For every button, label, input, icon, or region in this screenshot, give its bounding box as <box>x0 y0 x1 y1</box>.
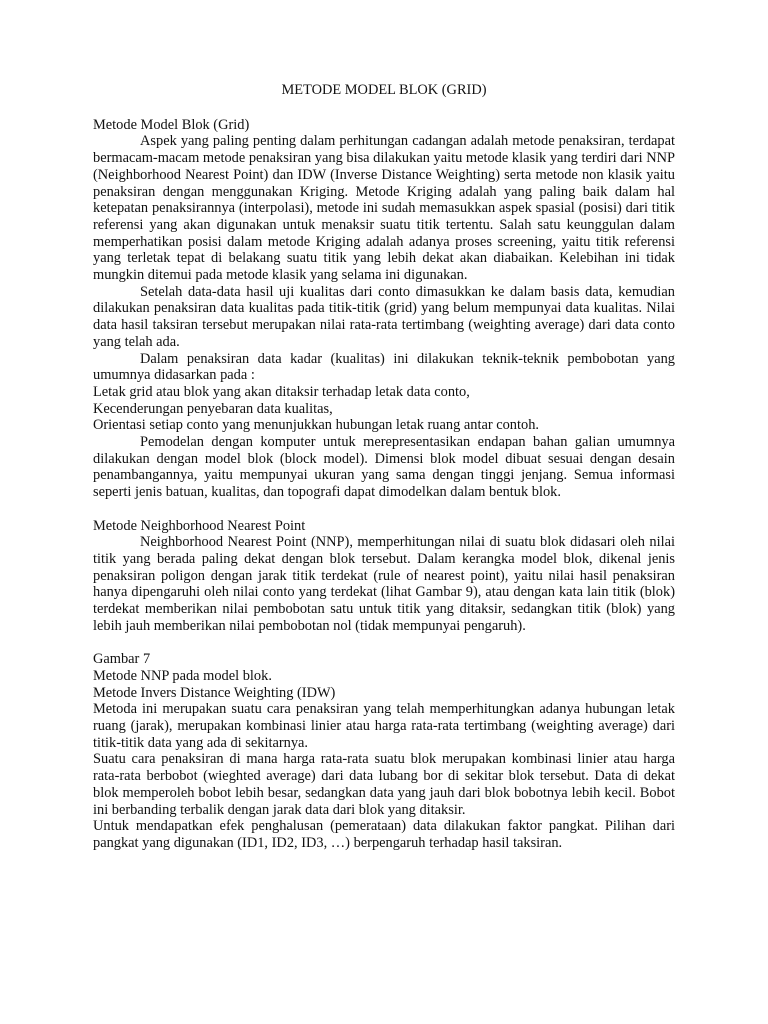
list-item: Letak grid atau blok yang akan ditaksir terhadap letak data conto, <box>93 383 470 400</box>
paragraph: Pemodelan dengan komputer untuk merepresentasikan endapan bahan galian umumnya dilakukan dengan model blok (block model). Dimensi blok model dibuat sesuai dengan desain penambangannya, yaitu mempunyai ukuran yang sama dengan tinggi jenjang. Semua informasi seperti jenis batuan, kualitas, dan topografi dapat dimodelkan dalam bentuk blok. <box>93 434 675 501</box>
paragraph: Setelah data-data hasil uji kualitas dari conto dimasukkan ke dalam basis data, kemudian dilakukan penaksiran data kualitas pada titik-titik (grid) yang belum mempunyai data kualitas. Nilai data hasil taksiran tersebut merupakan nilai rata-rata tertimbang (weighting average) dari data conto yang telah ada. <box>93 283 675 350</box>
figure-label: Gambar 7 <box>93 651 151 668</box>
figure-caption: Metode NNP pada model blok. <box>93 667 272 684</box>
paragraph: Aspek yang paling penting dalam perhitungan cadangan adalah metode penaksiran, terdapat bermacam-macam metode penaksiran yang bisa dilakukan yaitu metode klasik yang terdiri dari NNP (Neighborhood Nearest Point) dan IDW (Inverse Distance Weighting) serta metode non klasik yaitu penaksiran dengan menggunakan Kriging. Metode Kriging adalah yang paling baik dalam hal ketepatan penaksirannya (interpolasi), metode ini sudah memasukkan aspek spasial (posisi) dari titik referensi yang akan digunakan untuk menaksir suatu titik tertentu. Salah satu keunggulan dalam memperhatikan posisi dalam metode Kriging adalah adanya proses screening, yaitu titik referensi yang terletak tepat di belakang suatu titik yang lebih dekat akan diabaikan. Kelebihan ini tidak mungkin ditemui pada metode klasik yang selama ini digunakan. <box>93 133 675 284</box>
paragraph: Metoda ini merupakan suatu cara penaksiran yang telah memperhitungkan adanya hubungan letak ruang (jarak), merupakan kombinasi linier atau harga rata-rata tertimbang (weighting average) dari titik-titik data yang ada di sekitarnya. <box>93 701 675 751</box>
spacer <box>93 501 675 518</box>
list-item: Orientasi setiap conto yang menunjukkan hubungan letak ruang antar contoh. <box>93 417 539 434</box>
list-item: Kecenderungan penyebaran data kualitas, <box>93 400 333 417</box>
section-heading-idw: Metode Invers Distance Weighting (IDW) <box>93 684 336 701</box>
paragraph: Neighborhood Nearest Point (NNP), memperhitungan nilai di suatu blok didasari oleh nilai titik yang berada paling dekat dengan blok tersebut. Dalam kerangka model blok, dikenal jenis penaksiran poligon dengan jarak titik terdekat (rule of nearest point), yaitu nilai hasil penaksiran hanya dipengaruhi oleh nilai conto yang terdekat (lihat Gambar 9), atau dengan kata lain titik (blok) terdekat memberikan nilai pembobotan satu untuk titik yang ditaksir, sedangkan titik (blok) yang lebih jauh memberikan nilai pembobotan nol (tidak mempunyai pengaruh). <box>93 534 675 634</box>
spacer <box>93 634 675 651</box>
page-title: METODE MODEL BLOK (GRID) <box>281 82 487 98</box>
section-heading-model-blok: Metode Model Blok (Grid) <box>93 116 250 133</box>
paragraph: Untuk mendapatkan efek penghalusan (pemerataan) data dilakukan faktor pangkat. Pilihan dari pangkat yang digunakan (ID1, ID2, ID3, …) berpengaruh terhadap hasil taksiran. <box>93 818 675 851</box>
paragraph: Suatu cara penaksiran di mana harga rata-rata suatu blok merupakan kombinasi linier atau harga rata-rata berbobot (wieghted average) dari data lubang bor di sekitar blok tersebut. Data di dekat blok memperoleh bobot lebih besar, sedangkan data yang jauh dari blok bobotnya lebih kecil. Bobot ini berbanding terbalik dengan jarak data dari blok yang ditaksir. <box>93 751 675 818</box>
section-heading-nnp: Metode Neighborhood Nearest Point <box>93 517 306 534</box>
paragraph: Dalam penaksiran data kadar (kualitas) ini dilakukan teknik-teknik pembobotan yang umumnya didasarkan pada : <box>93 350 675 384</box>
